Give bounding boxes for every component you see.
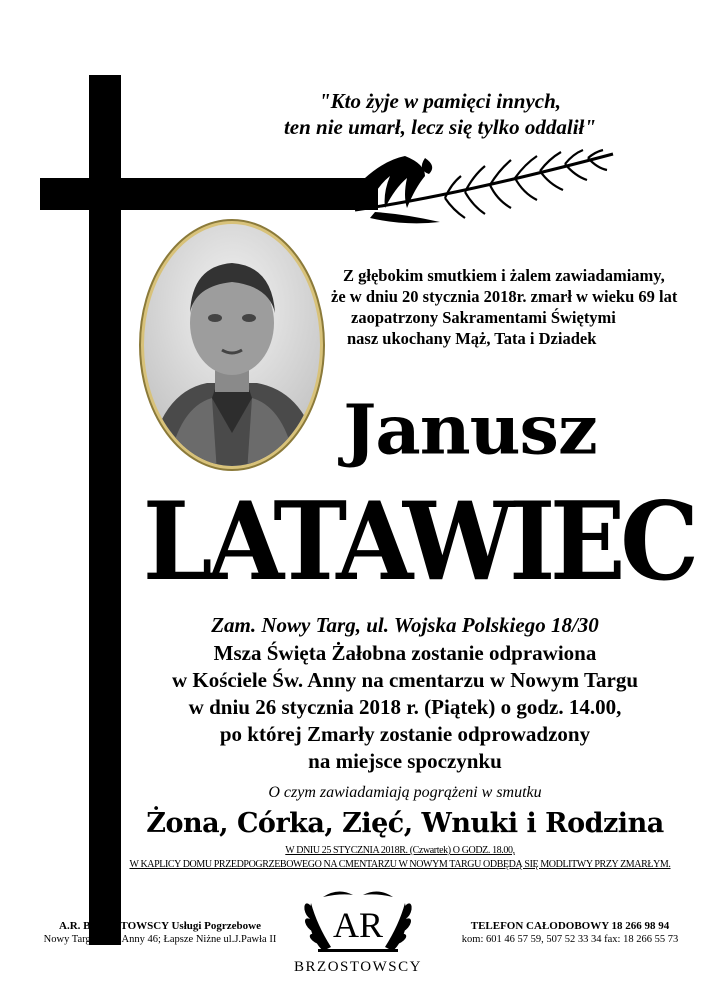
- phone-list: kom: 601 46 57 59, 507 52 33 34 fax: 18 266 55 73: [461, 934, 679, 945]
- logo-name: BRZOSTOWSCY: [294, 959, 422, 975]
- mass-line-4: po której Zmarły zostanie odprowadzony: [219, 722, 591, 746]
- portrait-photo: [137, 218, 327, 473]
- phone-24h: TELEFON CAŁODOBOWY 18 266 98 94: [470, 920, 670, 932]
- deceased-address: Zam. Nowy Targ, ul. Wojska Polskiego 18/30: [211, 613, 599, 637]
- funeral-mass-details: [130, 640, 680, 775]
- announcement-intro: [325, 265, 685, 349]
- intro-line-4: nasz ukochany Mąż, Tata i Dziadek: [347, 329, 597, 348]
- intro-line-2: że w dniu 20 stycznia 2018r. zmarł w wieku 69 lat: [331, 287, 678, 306]
- vigil-line-1: W DNIU 25 STYCZNIA 2018R. (Czwartek) O GODZ. 18.00,: [285, 845, 515, 856]
- deceased-last-name: LATAWIEC: [142, 479, 694, 605]
- quote-line-2: ten nie umarł, lecz się tylko oddalił": [283, 115, 597, 139]
- logo-letters: AR: [332, 905, 384, 945]
- cross-icon-horizontal: [40, 178, 378, 210]
- mass-line-5: na miejsce spoczynku: [308, 749, 502, 773]
- memorial-quote: [260, 88, 620, 140]
- laurel-logo-icon: [283, 885, 433, 957]
- intro-line-3: zaopatrzony Sakramentami Świętymi: [351, 308, 616, 327]
- mourning-family: Żona, Córka, Zięć, Wnuki i Rodzina: [146, 808, 664, 839]
- mass-line-1: Msza Święta Żałobna zostanie odprawiona: [213, 641, 597, 665]
- mass-line-3: w dniu 26 stycznia 2018 r. (Piątek) o godz. 14.00,: [188, 695, 622, 719]
- mourners-notice: O czym zawiadamiają pogrążeni w smutku: [268, 784, 542, 801]
- deceased-first-name: Janusz: [343, 388, 597, 471]
- intro-line-1: Z głębokim smutkiem i żalem zawiadamiamy,: [343, 266, 665, 285]
- vigil-line-2: W KAPLICY DOMU PRZEDPOGRZEBOWEGO NA CMENTARZU W NOWYM TARGU ODBĘDĄ SIĘ MODLITWY PRZY ZMARŁYM.: [129, 859, 671, 870]
- palm-branch-icon: [345, 148, 620, 228]
- funeral-home-name: A.R. BRZOSTOWSCY Usługi Pogrzebowe: [59, 920, 261, 932]
- funeral-home-address: Nowy Targ ul.Św. Anny 46; Łapsze Niżne ul.J.Pawła II: [43, 934, 277, 945]
- quote-line-1: "Kto żyje w pamięci innych,: [318, 89, 562, 113]
- mass-line-2: w Kościele Św. Anny na cmentarzu w Nowym Targu: [171, 668, 639, 692]
- vigil-prayers-notice: [110, 844, 690, 872]
